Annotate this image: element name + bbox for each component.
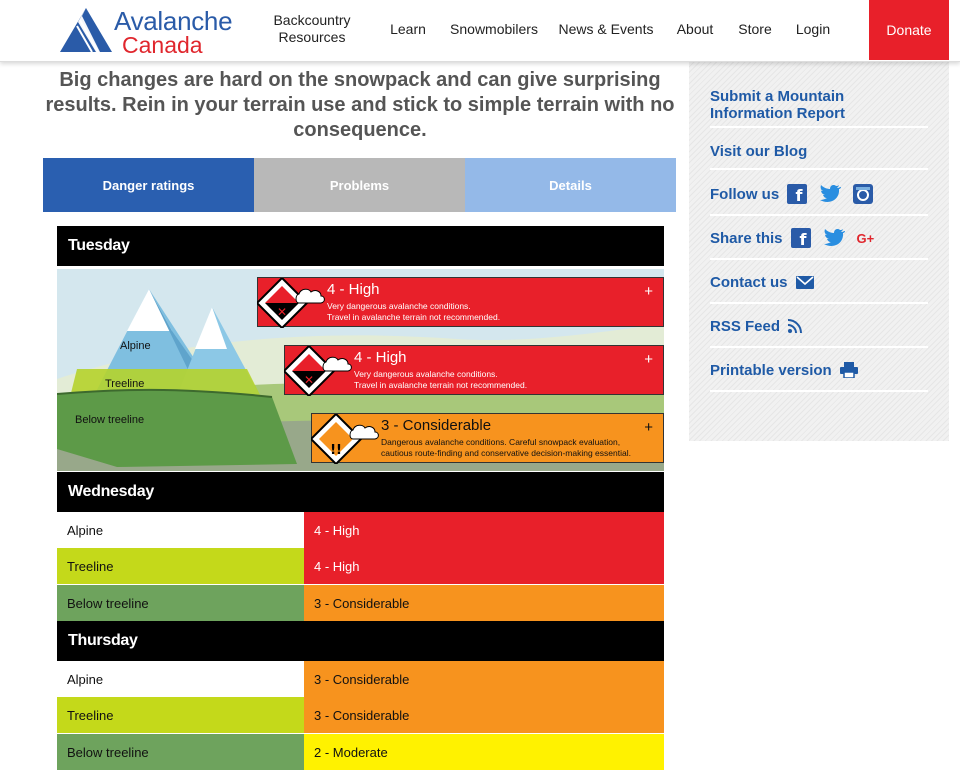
rating-level-alpine: 4 - High [327,281,380,298]
blog-label: Visit our Blog [710,142,808,160]
logo-text-avalanche: Avalanche [114,6,233,36]
elevation-cell: Below treeline [57,585,304,621]
table-row [57,697,664,733]
expand-icon[interactable]: + [644,283,653,300]
rating-box-alpine[interactable] [257,277,664,327]
rating-level-below-treeline: 3 - Considerable [381,417,492,434]
rating-desc2-below-treeline: cautious route-finding and conservative decision-making essential. [381,448,631,458]
elevation-label-alpine: Alpine [120,340,151,352]
printer-icon [840,362,858,378]
nav-backcountry-resources[interactable]: Backcountry Resources [273,12,351,45]
tab-problems[interactable]: Problems [254,158,465,212]
elevation-label-below-treeline: Below treeline [75,414,145,426]
danger-cell: 3 - Considerable [304,585,664,621]
danger-illustration [57,269,664,471]
table-row [57,661,664,697]
rating-desc1-below-treeline: Dangerous avalanche conditions. Careful snowpack evaluation, [381,437,621,447]
printable-version-link[interactable] [710,350,928,392]
nav-login[interactable]: Login [795,20,831,37]
rating-desc2-alpine: Travel in avalanche terrain not recommended. [327,312,501,322]
danger-cell: 3 - Considerable [304,697,664,733]
forecast-headline: Big changes are hard on the snowpack and can give surprising results. Rein in your terrain use and stick to simple terrain with no consequence. [45,69,675,141]
rss-label: RSS Feed [710,317,781,335]
facebook-share-icon[interactable] [791,228,811,248]
nav-store[interactable]: Store [738,20,772,37]
day-header-today: Tuesday [57,226,664,266]
follow-us-row [710,174,928,216]
share-this-row [710,218,928,260]
contact-us-link[interactable] [710,262,928,304]
twitter-share-icon[interactable] [823,229,845,247]
danger-cell: 4 - High [304,548,664,584]
table-row [57,512,664,548]
elevation-label-treeline: Treeline [105,378,145,390]
donate-button[interactable]: Donate [869,0,949,60]
avalanche-canada-logo[interactable] [58,4,248,56]
svg-text:f: f [795,186,803,204]
nav-learn[interactable]: Learn [390,20,426,37]
table-row [57,548,664,584]
day-header-wednesday: Wednesday [57,472,664,512]
facebook-icon[interactable] [787,184,807,204]
tab-details[interactable]: Details [465,158,676,212]
rating-box-treeline[interactable] [284,345,664,395]
tab-danger-ratings[interactable]: Danger ratings [43,158,254,212]
svg-text:!!: !! [330,443,342,458]
elevation-cell: Alpine [57,512,304,548]
table-row [57,585,664,621]
elevation-cell: Alpine [57,661,304,697]
visit-blog-link[interactable] [710,134,928,170]
rating-desc2-treeline: Travel in avalanche terrain not recommended. [354,380,528,390]
rating-level-treeline: 4 - High [354,349,407,366]
svg-text:✕: ✕ [303,373,315,387]
rss-feed-link[interactable] [710,306,928,348]
logo-text-canada: Canada [122,32,203,58]
submit-line2: Information Report [710,105,845,122]
instagram-icon[interactable] [853,184,873,204]
contact-label: Contact us [710,273,788,291]
mountain-logo-icon [58,6,114,54]
danger-cell: 4 - High [304,512,664,548]
sidebar [689,62,949,441]
site-header [0,0,960,62]
elevation-cell: Treeline [57,697,304,733]
twitter-icon[interactable] [819,185,841,203]
svg-text:f: f [799,230,807,248]
table-row [57,734,664,770]
google-plus-icon[interactable]: G+ [856,230,875,246]
submit-min-report-link[interactable] [710,84,928,128]
expand-icon[interactable]: + [644,419,653,436]
danger-cell: 2 - Moderate [304,734,664,770]
day-header-thursday: Thursday [57,621,664,661]
envelope-icon [796,276,814,289]
expand-icon[interactable]: + [644,351,653,368]
nav-snowmobilers[interactable]: Snowmobilers [450,20,538,37]
rss-icon [788,319,802,333]
svg-text:✕: ✕ [276,305,288,319]
print-label: Printable version [710,361,832,379]
rating-box-below-treeline[interactable] [311,413,664,463]
elevation-cell: Below treeline [57,734,304,770]
submit-line1: Submit a Mountain [710,88,845,105]
danger-cell: 3 - Considerable [304,661,664,697]
rating-desc1-alpine: Very dangerous avalanche conditions. [327,301,471,311]
follow-label: Follow us [710,185,780,203]
nav-about[interactable]: About [676,20,714,37]
forecast-tabs [43,158,676,212]
nav-news-events[interactable]: News & Events [558,20,654,37]
share-label: Share this [710,229,783,247]
elevation-cell: Treeline [57,548,304,584]
rating-desc1-treeline: Very dangerous avalanche conditions. [354,369,498,379]
